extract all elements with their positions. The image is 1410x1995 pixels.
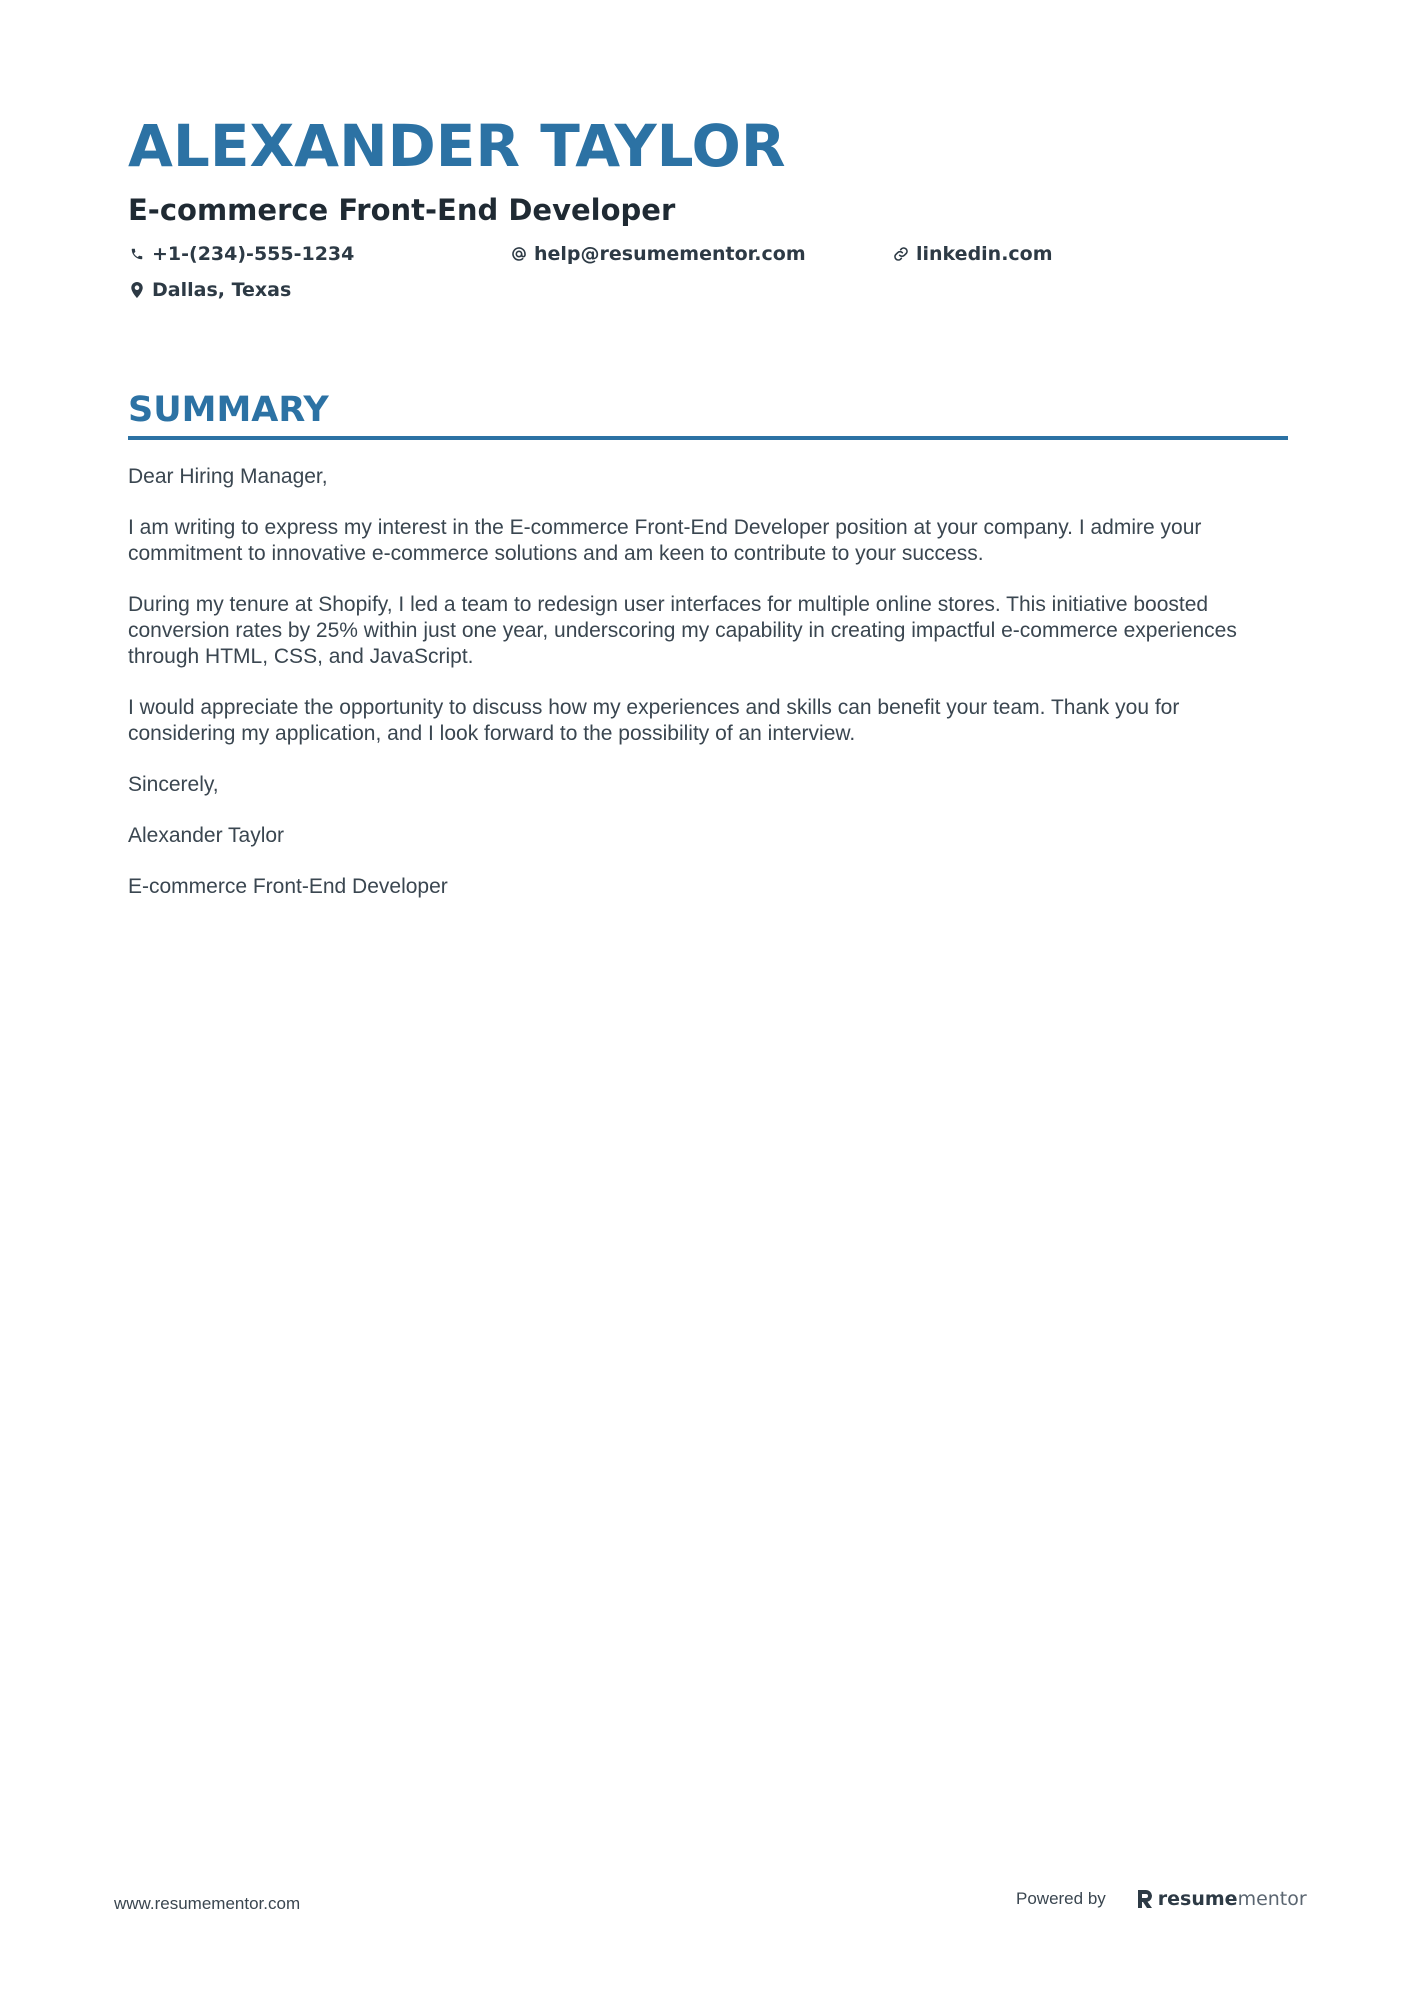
candidate-role: E-commerce Front-End Developer [128, 193, 676, 227]
location-text: Dallas, Texas [152, 279, 292, 301]
contact-info [128, 242, 1288, 314]
email-text[interactable]: help@resumementor.com [534, 243, 806, 265]
summary-section [128, 390, 1288, 925]
letter-body [128, 464, 1288, 900]
linkedin-text[interactable]: linkedin.com [916, 243, 1053, 265]
brand-text-resume: resume [1157, 1888, 1238, 1910]
brand-text-mentor: mentor [1237, 1888, 1307, 1910]
link-icon [892, 245, 910, 263]
resumementor-logo[interactable] [1136, 1888, 1307, 1910]
letter-paragraph: I am writing to express my interest in the E-commerce Front-End Developer position at your company. I admire your commitment to innovative e-commerce solutions and am keen to contribute to your success. [128, 516, 1202, 565]
resume-header [128, 110, 1288, 314]
at-icon [510, 245, 528, 263]
section-title-summary: SUMMARY [128, 390, 329, 430]
phone-text: +1-(234)-555-1234 [152, 243, 355, 265]
resumementor-logo-icon [1136, 1888, 1154, 1910]
letter-salutation: Dear Hiring Manager, [128, 465, 328, 488]
letter-closing: Sincerely, [128, 773, 219, 796]
phone-icon [128, 245, 146, 263]
footer-website[interactable]: www.resumementor.com [114, 1894, 301, 1913]
candidate-name: ALEXANDER TAYLOR [128, 112, 786, 180]
letter-signature-name: Alexander Taylor [128, 824, 285, 847]
letter-paragraph: During my tenure at Shopify, I led a team to redesign user interfaces for multiple online stores. This initiative boosted conversion rates by 25% within just one year, underscoring my capability in creating impactful e-commerce experiences through HTML, CSS, and JavaScript. [128, 593, 1237, 668]
contact-email[interactable] [510, 242, 806, 266]
contact-location [128, 278, 291, 302]
section-divider [128, 436, 1288, 440]
footer-branding [1016, 1888, 1307, 1910]
powered-by-label: Powered by [1016, 1889, 1106, 1908]
letter-signature-role: E-commerce Front-End Developer [128, 875, 448, 898]
contact-phone [128, 242, 354, 266]
letter-paragraph: I would appreciate the opportunity to discuss how my experiences and skills can benefit your team. Thank you for considering my application, and I look forward to the possibility of an interview. [128, 696, 1180, 745]
contact-linkedin[interactable] [892, 242, 1053, 266]
location-pin-icon [128, 281, 146, 299]
